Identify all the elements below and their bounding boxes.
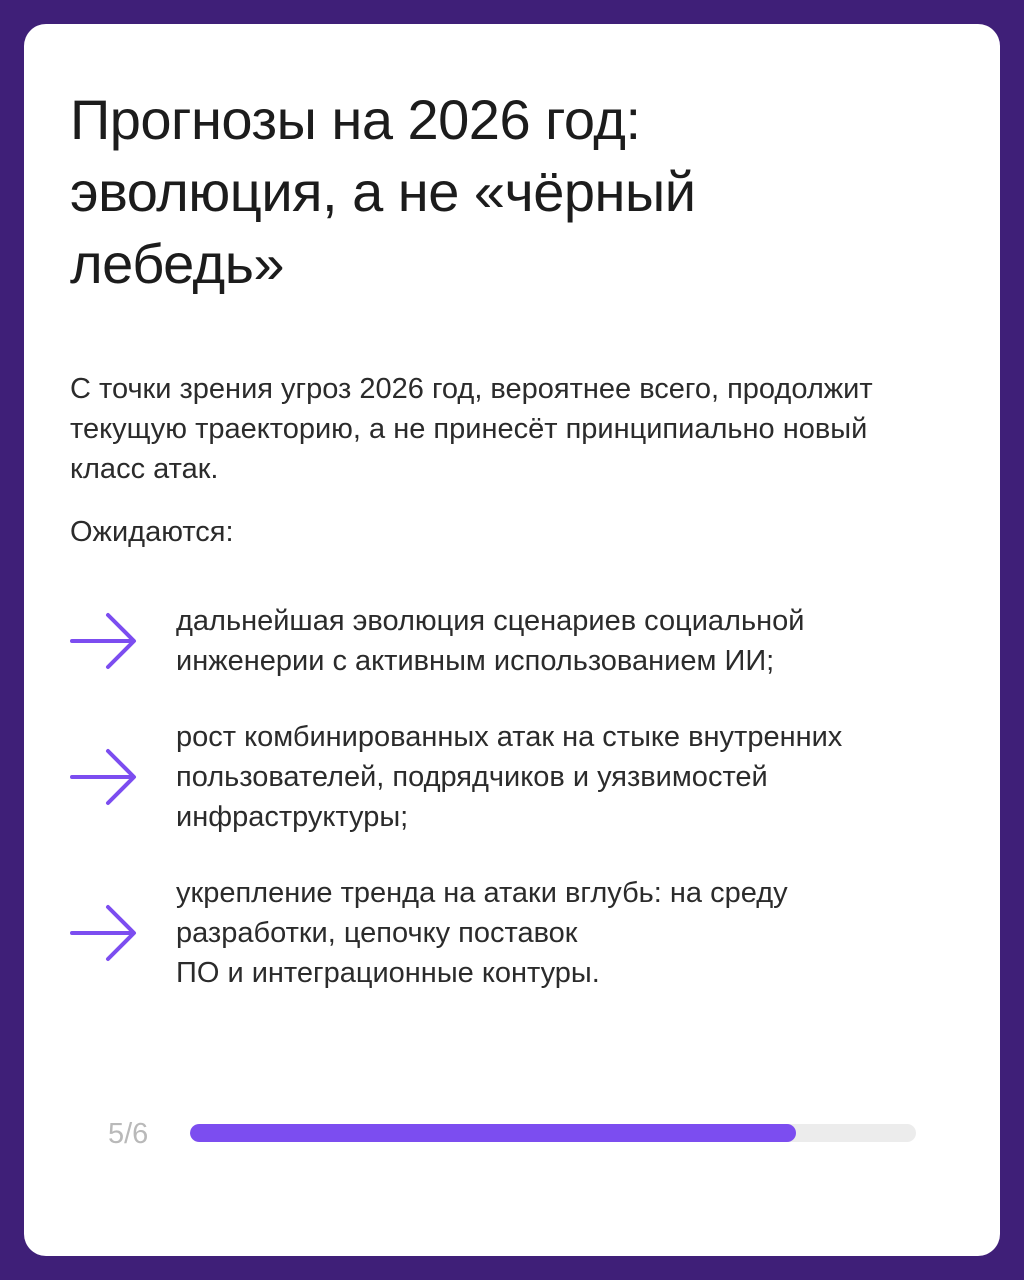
- arrow-right-icon: [70, 747, 138, 807]
- list-item: [70, 873, 970, 993]
- forecast-list: [70, 601, 970, 1029]
- progress-bar-fill: [190, 1124, 796, 1142]
- slide-card: [24, 24, 1000, 1256]
- list-item: [70, 601, 970, 681]
- page-counter: 5/6: [108, 1118, 149, 1150]
- list-item: [70, 717, 970, 837]
- list-item-text: рост комбинированных атак на стыке внутренних пользователей, подрядчиков и уязвимостей инфраструктуры;: [176, 721, 843, 833]
- list-item-text: дальнейшая эволюция сценариев социальной инженерии с активным использованием ИИ;: [176, 605, 805, 677]
- progress-bar: [190, 1124, 916, 1142]
- arrow-right-icon: [70, 611, 138, 671]
- intro-paragraph: С точки зрения угроз 2026 год, вероятнее всего, продолжит текущую траекторию, а не принесёт принципиально новый класс атак.: [70, 373, 873, 485]
- expected-label: Ожидаются:: [70, 516, 234, 548]
- slide-title: Прогнозы на 2026 год: эволюция, а не «чёрный лебедь»: [70, 88, 696, 295]
- arrow-right-icon: [70, 903, 138, 963]
- list-item-text: укрепление тренда на атаки вглубь: на среду разработки, цепочку поставок ПО и интеграционные контуры.: [176, 877, 788, 989]
